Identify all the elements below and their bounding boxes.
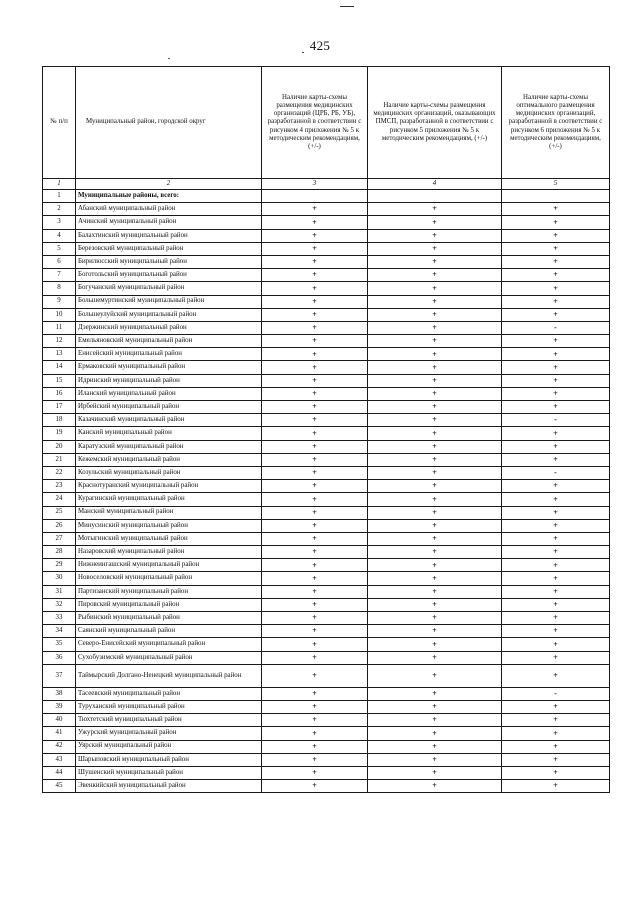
map-optimal-mark: + <box>502 282 610 295</box>
map-crb-mark: + <box>262 506 368 519</box>
row-number: 29 <box>43 559 76 572</box>
table-row <box>43 401 610 414</box>
table-row <box>43 216 610 229</box>
district-name: Идринский муниципальный район <box>76 374 262 387</box>
district-name: Мотыгинский муниципальный район <box>76 532 262 545</box>
table-header-row <box>43 67 610 179</box>
district-name: Шарыповский муниципальный район <box>76 753 262 766</box>
map-crb-mark: + <box>262 519 368 532</box>
map-crb-mark: + <box>262 387 368 400</box>
map-optimal-mark: - <box>502 466 610 479</box>
district-name: Новоселовский муниципальный район <box>76 572 262 585</box>
map-optimal-mark: + <box>502 361 610 374</box>
map-crb-mark: + <box>262 714 368 727</box>
map-optimal-mark: + <box>502 255 610 268</box>
map-crb-mark: + <box>262 532 368 545</box>
map-crb-mark: + <box>262 625 368 638</box>
map-optimal-mark: + <box>502 229 610 242</box>
district-name: Балахтинский муниципальный район <box>76 229 262 242</box>
header-number: № п/п <box>43 67 76 179</box>
row-number: 11 <box>43 321 76 334</box>
district-name: Нижнеингашский муниципальный район <box>76 559 262 572</box>
map-pmsp-mark: + <box>368 374 502 387</box>
row-number: 20 <box>43 440 76 453</box>
district-name: Емельяновский муниципальный район <box>76 335 262 348</box>
map-optimal-mark: + <box>502 387 610 400</box>
table-row <box>43 242 610 255</box>
table-row <box>43 664 610 687</box>
map-pmsp-mark: + <box>368 687 502 700</box>
map-optimal-mark: + <box>502 740 610 753</box>
map-optimal-mark: + <box>502 612 610 625</box>
map-pmsp-mark: + <box>368 321 502 334</box>
map-pmsp-mark: + <box>368 546 502 559</box>
row-number: 2 <box>43 203 76 216</box>
map-pmsp-mark: + <box>368 480 502 493</box>
table-row <box>43 612 610 625</box>
row-number: 45 <box>43 780 76 793</box>
row-number: 1 <box>43 190 76 203</box>
column-numbers-row <box>43 179 610 190</box>
map-pmsp-mark: + <box>368 401 502 414</box>
row-number: 3 <box>43 216 76 229</box>
row-number: 15 <box>43 374 76 387</box>
map-crb-mark: + <box>262 427 368 440</box>
map-pmsp-mark: + <box>368 269 502 282</box>
header-district: Муниципальный район, городской округ <box>76 67 262 179</box>
row-number: 32 <box>43 598 76 611</box>
map-crb-mark: + <box>262 480 368 493</box>
column-number: 5 <box>502 179 610 190</box>
district-name: Иланский муниципальный район <box>76 387 262 400</box>
row-number: 8 <box>43 282 76 295</box>
map-optimal-mark: + <box>502 638 610 651</box>
row-number: 22 <box>43 466 76 479</box>
row-number: 4 <box>43 229 76 242</box>
row-number: 44 <box>43 766 76 779</box>
map-optimal-mark: + <box>502 585 610 598</box>
table-row <box>43 387 610 400</box>
map-crb-mark: + <box>262 572 368 585</box>
district-name: Большемуртинский муниципальный район <box>76 295 262 308</box>
district-name: Ирбейский муниципальный район <box>76 401 262 414</box>
row-number: 36 <box>43 651 76 664</box>
row-number: 33 <box>43 612 76 625</box>
map-optimal-mark: + <box>502 308 610 321</box>
table-row <box>43 506 610 519</box>
map-optimal-mark: + <box>502 203 610 216</box>
scan-speck <box>302 52 304 53</box>
row-number: 16 <box>43 387 76 400</box>
map-crb-mark: + <box>262 687 368 700</box>
table-row <box>43 229 610 242</box>
map-pmsp-mark: + <box>368 440 502 453</box>
table-row <box>43 753 610 766</box>
district-name: Туруханский муниципальный район <box>76 700 262 713</box>
map-pmsp-mark: + <box>368 255 502 268</box>
row-number: 37 <box>43 664 76 687</box>
district-name: Большеулуйский муниципальный район <box>76 308 262 321</box>
table-row <box>43 255 610 268</box>
table-row <box>43 453 610 466</box>
map-pmsp-mark: + <box>368 559 502 572</box>
row-number: 38 <box>43 687 76 700</box>
district-name: Назаровский муниципальный район <box>76 546 262 559</box>
map-crb-mark: + <box>262 321 368 334</box>
table-row <box>43 361 610 374</box>
table-row <box>43 203 610 216</box>
district-name: Ачинский муниципальный район <box>76 216 262 229</box>
page-number: 425 <box>309 38 331 53</box>
district-name: Боготольский муниципальный район <box>76 269 262 282</box>
map-optimal-mark: + <box>502 651 610 664</box>
map-crb-mark: + <box>262 638 368 651</box>
districts-table <box>42 66 610 793</box>
map-crb-mark: + <box>262 348 368 361</box>
map-optimal-mark: + <box>502 401 610 414</box>
map-optimal-mark: + <box>502 559 610 572</box>
table-row <box>43 190 610 203</box>
map-pmsp-mark: + <box>368 727 502 740</box>
map-crb-mark: + <box>262 440 368 453</box>
map-pmsp-mark: + <box>368 519 502 532</box>
district-name: Березовский муниципальный район <box>76 242 262 255</box>
map-crb-mark: + <box>262 664 368 687</box>
row-number: 10 <box>43 308 76 321</box>
scan-speck <box>168 58 170 59</box>
map-optimal-mark: + <box>502 664 610 687</box>
district-name: Эвенкийский муниципальный район <box>76 780 262 793</box>
table-row <box>43 374 610 387</box>
district-name: Казачинский муниципальный район <box>76 414 262 427</box>
row-number: 30 <box>43 572 76 585</box>
row-number: 39 <box>43 700 76 713</box>
table-row <box>43 493 610 506</box>
row-number: 17 <box>43 401 76 414</box>
row-number: 34 <box>43 625 76 638</box>
map-crb-mark: + <box>262 401 368 414</box>
row-number: 13 <box>43 348 76 361</box>
map-optimal-mark: + <box>502 532 610 545</box>
table-row <box>43 700 610 713</box>
district-name: Пировский муниципальный район <box>76 598 262 611</box>
map-pmsp-mark: + <box>368 242 502 255</box>
map-optimal-mark: + <box>502 493 610 506</box>
district-name: Дзержинский муниципальный район <box>76 321 262 334</box>
map-pmsp-mark: + <box>368 335 502 348</box>
map-crb-mark: + <box>262 585 368 598</box>
map-optimal-mark: + <box>502 572 610 585</box>
district-name: Тасеевский муниципальный район <box>76 687 262 700</box>
map-pmsp-mark <box>368 190 502 203</box>
map-optimal-mark <box>502 190 610 203</box>
map-optimal-mark: + <box>502 519 610 532</box>
map-pmsp-mark: + <box>368 753 502 766</box>
table-row <box>43 480 610 493</box>
map-pmsp-mark: + <box>368 203 502 216</box>
row-number: 35 <box>43 638 76 651</box>
row-number: 23 <box>43 480 76 493</box>
map-optimal-mark: + <box>502 546 610 559</box>
table-row <box>43 740 610 753</box>
map-crb-mark: + <box>262 269 368 282</box>
district-name: Сухобузимский муниципальный район <box>76 651 262 664</box>
map-crb-mark: + <box>262 335 368 348</box>
district-name: Енисейский муниципальный район <box>76 348 262 361</box>
map-optimal-mark: + <box>502 269 610 282</box>
map-optimal-mark: + <box>502 625 610 638</box>
map-pmsp-mark: + <box>368 625 502 638</box>
row-number: 6 <box>43 255 76 268</box>
table-row <box>43 282 610 295</box>
table-row <box>43 572 610 585</box>
map-optimal-mark: + <box>502 295 610 308</box>
table-row <box>43 440 610 453</box>
table-row <box>43 780 610 793</box>
map-optimal-mark: - <box>502 414 610 427</box>
table-row <box>43 532 610 545</box>
map-pmsp-mark: + <box>368 493 502 506</box>
map-optimal-mark: + <box>502 714 610 727</box>
map-optimal-mark: + <box>502 780 610 793</box>
map-crb-mark: + <box>262 216 368 229</box>
table-row <box>43 321 610 334</box>
map-pmsp-mark: + <box>368 466 502 479</box>
map-crb-mark: + <box>262 255 368 268</box>
row-number: 5 <box>43 242 76 255</box>
district-name: Козульский муниципальный район <box>76 466 262 479</box>
map-crb-mark: + <box>262 546 368 559</box>
map-pmsp-mark: + <box>368 638 502 651</box>
district-name: Минусинский муниципальный район <box>76 519 262 532</box>
table-row <box>43 414 610 427</box>
table-row <box>43 308 610 321</box>
column-number: 4 <box>368 179 502 190</box>
map-optimal-mark: + <box>502 453 610 466</box>
map-pmsp-mark: + <box>368 282 502 295</box>
map-optimal-mark: + <box>502 700 610 713</box>
row-number: 25 <box>43 506 76 519</box>
district-name: Богучанский муниципальный район <box>76 282 262 295</box>
row-number: 42 <box>43 740 76 753</box>
table-row <box>43 348 610 361</box>
map-crb-mark: + <box>262 361 368 374</box>
table-row <box>43 585 610 598</box>
district-name: Краснотуранский муниципальный район <box>76 480 262 493</box>
row-number: 7 <box>43 269 76 282</box>
row-number: 31 <box>43 585 76 598</box>
row-number: 40 <box>43 714 76 727</box>
district-name: Абанский муниципальный район <box>76 203 262 216</box>
map-crb-mark: + <box>262 612 368 625</box>
row-number: 14 <box>43 361 76 374</box>
map-pmsp-mark: + <box>368 740 502 753</box>
table-row <box>43 687 610 700</box>
column-number: 3 <box>262 179 368 190</box>
district-name: Курагинский муниципальный район <box>76 493 262 506</box>
map-crb-mark: + <box>262 780 368 793</box>
row-number: 18 <box>43 414 76 427</box>
district-name: Каратузский муниципальный район <box>76 440 262 453</box>
row-number: 28 <box>43 546 76 559</box>
map-crb-mark: + <box>262 242 368 255</box>
row-number: 19 <box>43 427 76 440</box>
district-name: Уярский муниципальный район <box>76 740 262 753</box>
table-row <box>43 546 610 559</box>
map-crb-mark: + <box>262 559 368 572</box>
row-number: 27 <box>43 532 76 545</box>
map-optimal-mark: + <box>502 480 610 493</box>
district-name: Партизанский муниципальный район <box>76 585 262 598</box>
map-pmsp-mark: + <box>368 308 502 321</box>
map-pmsp-mark: + <box>368 700 502 713</box>
row-number: 21 <box>43 453 76 466</box>
map-crb-mark: + <box>262 374 368 387</box>
map-crb-mark: + <box>262 766 368 779</box>
table-row <box>43 766 610 779</box>
district-name: Муниципальные районы, всего: <box>76 190 262 203</box>
map-crb-mark: + <box>262 203 368 216</box>
map-crb-mark: + <box>262 466 368 479</box>
table-row <box>43 714 610 727</box>
map-crb-mark: + <box>262 493 368 506</box>
map-optimal-mark: + <box>502 242 610 255</box>
district-name: Манский муниципальный район <box>76 506 262 519</box>
map-crb-mark: + <box>262 282 368 295</box>
map-crb-mark: + <box>262 308 368 321</box>
header-map-crb: Наличие карты-схемы размещения медицинских организаций (ЦРБ, РБ, УБ), разработанной в соответствии с рисунком 4 приложения № 5 к методическим рекомендациям, (+/-) <box>262 67 368 179</box>
map-optimal-mark: + <box>502 753 610 766</box>
map-optimal-mark: + <box>502 216 610 229</box>
map-pmsp-mark: + <box>368 348 502 361</box>
map-pmsp-mark: + <box>368 506 502 519</box>
map-optimal-mark: + <box>502 440 610 453</box>
row-number: 9 <box>43 295 76 308</box>
map-pmsp-mark: + <box>368 532 502 545</box>
district-name: Канский муниципальный район <box>76 427 262 440</box>
map-optimal-mark: + <box>502 427 610 440</box>
district-name: Рыбинский муниципальный район <box>76 612 262 625</box>
district-name: Ужурский муниципальный район <box>76 727 262 740</box>
map-pmsp-mark: + <box>368 387 502 400</box>
row-number: 43 <box>43 753 76 766</box>
map-pmsp-mark: + <box>368 780 502 793</box>
map-crb-mark: + <box>262 753 368 766</box>
map-pmsp-mark: + <box>368 295 502 308</box>
column-number: 2 <box>76 179 262 190</box>
map-pmsp-mark: + <box>368 585 502 598</box>
district-name: Северо-Енисейский муниципальный район <box>76 638 262 651</box>
map-pmsp-mark: + <box>368 572 502 585</box>
map-crb-mark <box>262 190 368 203</box>
table-row <box>43 427 610 440</box>
map-pmsp-mark: + <box>368 361 502 374</box>
row-number: 26 <box>43 519 76 532</box>
map-optimal-mark: + <box>502 766 610 779</box>
table-row <box>43 559 610 572</box>
district-name: Таймырский Долгано-Ненецкий муниципальный район <box>76 664 262 687</box>
district-name: Шушенский муниципальный район <box>76 766 262 779</box>
header-map-optimal: Наличие карты-схемы оптимального размещения медицинских организаций, разработанной в соответствии с рисунком 6 приложения № 5 к методическим рекомендациям, (+/-) <box>502 67 610 179</box>
district-name: Ермаковский муниципальный район <box>76 361 262 374</box>
row-number: 24 <box>43 493 76 506</box>
map-pmsp-mark: + <box>368 598 502 611</box>
table-row <box>43 598 610 611</box>
map-optimal-mark: + <box>502 335 610 348</box>
district-name: Бирилюсский муниципальный район <box>76 255 262 268</box>
table-row <box>43 519 610 532</box>
map-crb-mark: + <box>262 740 368 753</box>
map-optimal-mark: + <box>502 348 610 361</box>
table-row <box>43 466 610 479</box>
map-optimal-mark: - <box>502 687 610 700</box>
district-name: Саянский муниципальный район <box>76 625 262 638</box>
map-crb-mark: + <box>262 727 368 740</box>
map-optimal-mark: - <box>502 321 610 334</box>
table-body <box>43 190 610 793</box>
map-crb-mark: + <box>262 598 368 611</box>
map-crb-mark: + <box>262 651 368 664</box>
map-pmsp-mark: + <box>368 427 502 440</box>
table-row <box>43 295 610 308</box>
map-pmsp-mark: + <box>368 414 502 427</box>
map-crb-mark: + <box>262 414 368 427</box>
map-crb-mark: + <box>262 453 368 466</box>
table-row <box>43 638 610 651</box>
top-edge-mark <box>340 6 354 7</box>
map-crb-mark: + <box>262 229 368 242</box>
map-pmsp-mark: + <box>368 664 502 687</box>
row-number: 12 <box>43 335 76 348</box>
district-name: Кежемский муниципальный район <box>76 453 262 466</box>
header-map-pmsp: Наличие карты-схемы размещения медицинских организаций, оказывающих ПМСП, разработанной в соответствии с рисунком 5 приложения № 5 к методическим рекомендациям, (+/-) <box>368 67 502 179</box>
map-optimal-mark: + <box>502 727 610 740</box>
map-pmsp-mark: + <box>368 612 502 625</box>
map-pmsp-mark: + <box>368 229 502 242</box>
table-row <box>43 727 610 740</box>
map-crb-mark: + <box>262 295 368 308</box>
row-number: 41 <box>43 727 76 740</box>
table-row <box>43 625 610 638</box>
map-pmsp-mark: + <box>368 216 502 229</box>
map-optimal-mark: + <box>502 374 610 387</box>
map-optimal-mark: + <box>502 598 610 611</box>
map-pmsp-mark: + <box>368 651 502 664</box>
map-pmsp-mark: + <box>368 714 502 727</box>
column-number: 1 <box>43 179 76 190</box>
map-crb-mark: + <box>262 700 368 713</box>
district-name: Тюхтетский муниципальный район <box>76 714 262 727</box>
map-pmsp-mark: + <box>368 453 502 466</box>
table-row <box>43 651 610 664</box>
table-row <box>43 269 610 282</box>
map-optimal-mark: + <box>502 506 610 519</box>
map-pmsp-mark: + <box>368 766 502 779</box>
table-row <box>43 335 610 348</box>
